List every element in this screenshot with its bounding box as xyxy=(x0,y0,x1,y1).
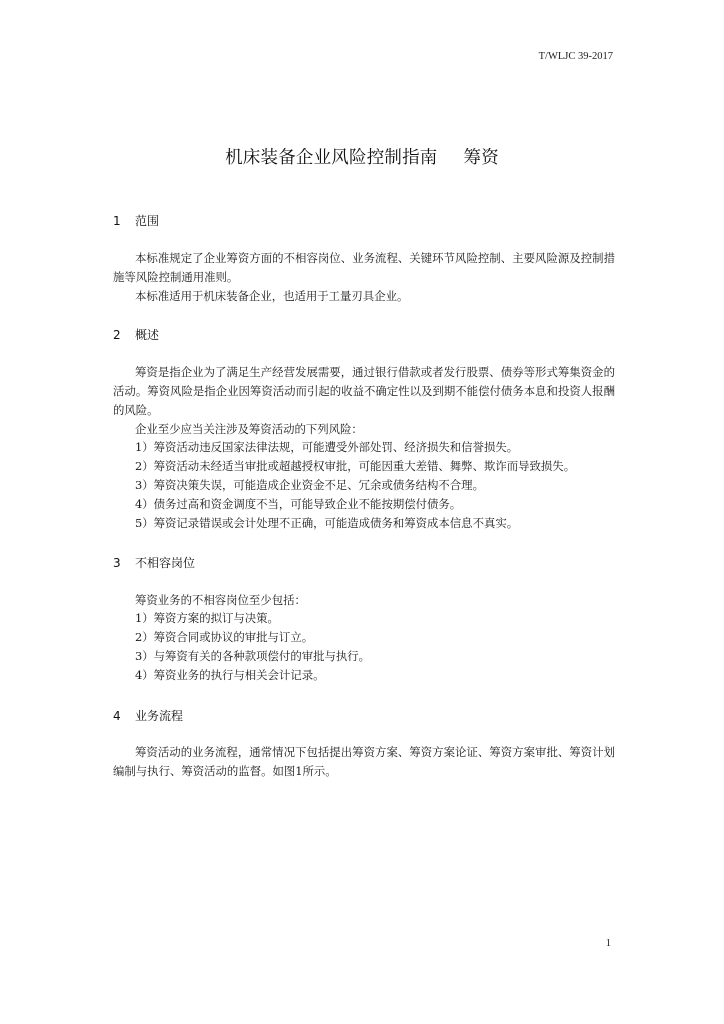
list-item: 2）筹资合同或协议的审批与订立。 xyxy=(135,630,314,644)
title-main: 机床装备企业风险控制指南 xyxy=(225,148,438,168)
list-item: 5）筹资记录错误或会计处理不正确，可能造成债务和筹资成本信息不真实。 xyxy=(135,516,519,530)
section-heading-incompatible-posts xyxy=(113,554,195,571)
paragraph: 企业至少应当关注涉及筹资活动的下列风险： xyxy=(135,422,363,436)
page-number: 1 xyxy=(605,938,611,949)
paragraph: 筹资业务的不相容岗位至少包括： xyxy=(135,593,306,607)
list-item: 2）筹资活动未经适当审批或超越授权审批，可能因重大差错、舞弊、欺诈而导致损失。 xyxy=(135,459,576,473)
section-heading-scope xyxy=(113,212,159,229)
section-title: 业务流程 xyxy=(135,709,184,723)
paragraph: 本标准适用于机床装备企业，也适用于工量刃具企业。 xyxy=(135,289,409,303)
section-heading-overview xyxy=(113,326,159,343)
list-item: 1）筹资方案的拟订与决策。 xyxy=(135,611,279,625)
section-title: 范围 xyxy=(135,214,160,228)
section-heading-business-process xyxy=(113,707,183,724)
title-sub: 筹资 xyxy=(463,148,499,168)
list-item: 3）与筹资有关的各种款项偿付的审批与执行。 xyxy=(135,649,371,663)
section-title: 不相容岗位 xyxy=(135,556,196,570)
section-number: 4 xyxy=(113,709,121,723)
standard-code: T/WLJC 39-2017 xyxy=(538,51,613,62)
paragraph: 筹资是指企业为了满足生产经营发展需要，通过银行借款或者发行股票、债券等形式筹集资金的活动。筹资风险是指企业因筹资活动而引起的收益不确定性以及到期不能偿付债务本息和投资人报酬的风险。 xyxy=(113,365,615,417)
section-number: 1 xyxy=(113,214,121,228)
list-item: 3）筹资决策失误，可能造成企业资金不足、冗余或债务结构不合理。 xyxy=(135,478,484,492)
paragraph: 本标准规定了企业筹资方面的不相容岗位、业务流程、关键环节风险控制、主要风险源及控制措施等风险控制通用准则。 xyxy=(113,251,615,284)
section-number: 2 xyxy=(113,328,121,342)
paragraph: 筹资活动的业务流程，通常情况下包括提出筹资方案、筹资方案论证、筹资方案审批、筹资计划编制与执行、筹资活动的监督。如图1所示。 xyxy=(113,745,615,778)
section-title: 概述 xyxy=(135,328,160,342)
document-title xyxy=(0,144,724,169)
list-item: 1）筹资活动违反国家法律法规，可能遭受外部处罚、经济损失和信誉损失。 xyxy=(135,440,519,454)
list-item: 4）筹资业务的执行与相关会计记录。 xyxy=(135,668,325,682)
section-number: 3 xyxy=(113,556,121,570)
list-item: 4）债务过高和资金调度不当，可能导致企业不能按期偿付债务。 xyxy=(135,497,462,511)
